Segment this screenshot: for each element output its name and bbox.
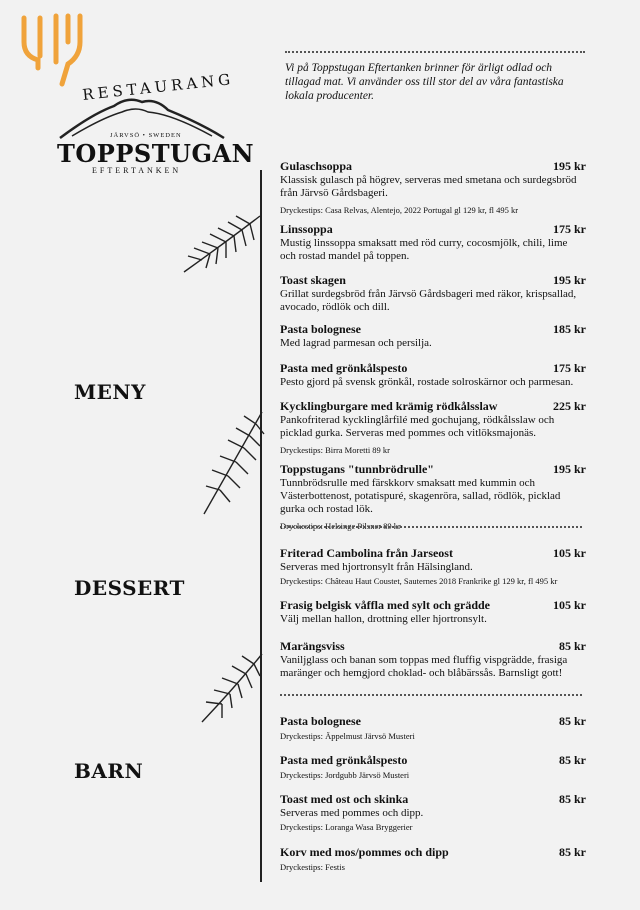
menu-item [280,322,586,350]
item-price: 225 kr [553,399,586,413]
menu-item [280,598,586,626]
menu-item [280,273,586,314]
item-name: Kycklingburgare med krämig rödkålsslaw [280,399,498,413]
item-description: Välj mellan hallon, drottning eller hjortronsylt. [280,613,487,625]
item-name: Pasta med grönkålspesto [280,753,408,767]
item-price: 85 kr [559,792,586,806]
item-name: Toast med ost och skinka [280,792,409,806]
menu-item [280,714,586,742]
menu-item [280,753,586,781]
drink-tip: Dryckestips: Loranga Wasa Bryggerier [280,822,413,832]
section-heading-meny: MENY [74,380,146,404]
logo-subname: EFTERTANKEN [92,166,182,175]
drink-tip: Dryckestips: Äppelmust Järvsö Musteri [280,731,415,741]
item-description: Mustig linssoppa smaksatt med röd curry, cocosmjölk, chili, lime och rostad mandel på toppen. [280,237,568,262]
item-name: Pasta med grönkålspesto [280,361,408,375]
item-name: Frasig belgisk våffla med sylt och grädde [280,598,490,612]
divider [280,694,582,696]
item-name: Friterad Cambolina från Jarseost [280,546,453,560]
menu-item [280,639,586,680]
divider [280,526,582,528]
item-description: Serveras med pommes och dipp. [280,807,424,819]
item-name: Toppstugans "tunnbrödrulle" [280,462,434,476]
drink-tip: Dryckestips: Jordgubb Järvsö Musteri [280,770,410,780]
divider [285,51,585,53]
vertical-divider [260,170,262,882]
item-name: Pasta bolognese [280,322,361,336]
menu-item [280,546,586,587]
logo-name: TOPPSTUGAN [57,139,255,168]
item-description: Klassisk gulasch på högrev, serveras med smetana och surdegsbröd från Järvsö Gårdsbageri. [280,174,577,199]
menu-item [280,399,586,456]
drink-tip: Dryckestips: Festis [280,862,345,872]
fir-branch-icon [196,650,268,726]
item-price: 85 kr [559,639,586,653]
item-name: Marängsviss [280,639,345,653]
section-heading-barn: BARN [74,759,144,783]
menu-item [280,361,586,389]
item-price: 195 kr [553,462,586,476]
item-price: 185 kr [553,322,586,336]
logo-location: JÄRVSÖ • SWEDEN [110,132,182,139]
menu-item [280,462,586,532]
item-price: 85 kr [559,753,586,767]
menu-item [280,792,586,833]
item-description: Pesto gjord på svensk grönkål, rostade solroskärnor och parmesan. [280,376,574,388]
drink-tip: Dryckestips: Helsinge Pilsner 89 kr [280,521,401,531]
item-name: Toast skagen [280,273,346,287]
item-price: 175 kr [553,222,586,236]
item-price: 85 kr [559,845,586,859]
drink-tip: Dryckestips: Château Haut Coustet, Sauternes 2018 Frankrike gl 129 kr, fl 495 kr [280,576,558,586]
item-price: 195 kr [553,273,586,287]
item-description: Serveras med hjortronsylt från Hälsingland. [280,561,473,573]
menu-item [280,222,586,263]
item-name: Linssoppa [280,222,333,236]
item-description: Vaniljglass och banan som toppas med fluffig vispgrädde, frasiga maränger och hemgjord choklad- och blåbärssås. Barnsligt gott! [280,654,568,679]
item-name: Gulaschsoppa [280,159,353,173]
logo-arch-text: RESTAURANG [81,70,235,104]
item-name: Korv med mos/pommes och dipp [280,845,449,859]
menu-item [280,845,586,873]
item-name: Pasta bolognese [280,714,361,728]
section-heading-dessert: DESSERT [74,576,185,600]
fir-branch-icon [176,212,266,276]
item-price: 105 kr [553,598,586,612]
menu-item [280,159,586,216]
item-price: 85 kr [559,714,586,728]
item-description: Tunnbrödsrulle med färskkorv smaksatt med kummin och Västerbottenost, potatispuré, skagenröra, sallad, rödlök, picklad gurka och rostad lök. [280,477,561,515]
item-price: 175 kr [553,361,586,375]
item-description: Med lagrad parmesan och persilja. [280,337,432,349]
item-price: 105 kr [553,546,586,560]
item-price: 195 kr [553,159,586,173]
fir-branch-icon [196,408,268,518]
drink-tip: Dryckestips: Casa Relvas, Alentejo, 2022 Portugal gl 129 kr, fl 495 kr [280,205,519,215]
item-description: Pankofriterad kycklinglårfilé med gochujang, rödkålsslaw och picklad gurka. Serveras med pommes och vitlöksmajonäs. [280,414,555,439]
drink-tip: Dryckestips: Birra Moretti 89 kr [280,445,391,455]
intro-text: Vi på Toppstugan Eftertanken brinner för ärligt odlad och tillagad mat. Vi använder oss till stor del av våra fantastiska lokala producenter. [285,62,564,102]
item-description: Grillat surdegsbröd från Järvsö Gårdsbageri med räkor, krispsallad, avocado, rödlök och dill. [280,288,577,313]
